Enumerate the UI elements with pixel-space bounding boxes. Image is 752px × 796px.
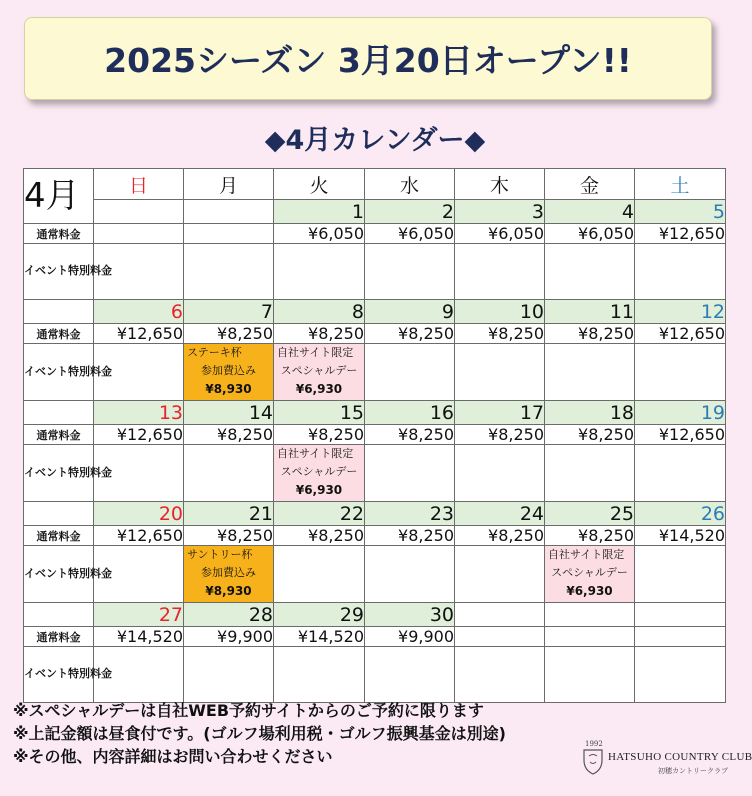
date-cell: 8 bbox=[274, 300, 365, 324]
event-empty-cell bbox=[545, 445, 635, 502]
event-empty-cell bbox=[184, 647, 274, 703]
date-cell: 1 bbox=[274, 200, 365, 224]
note-lunch-included: ※上記金額は昼食付です。(ゴルフ場利用税・ゴルフ振興基金は別途) bbox=[13, 724, 506, 743]
event-price-label: イベント特別料金 bbox=[24, 244, 94, 300]
date-cell: 24 bbox=[455, 502, 545, 526]
event-price-label: イベント特別料金 bbox=[24, 546, 94, 603]
price-cell: ¥8,250 bbox=[274, 324, 365, 344]
event-price-label: イベント特別料金 bbox=[24, 445, 94, 502]
date-row bbox=[24, 200, 726, 224]
price-cell: ¥12,650 bbox=[635, 425, 726, 445]
event-empty-cell bbox=[635, 546, 726, 603]
price-row bbox=[24, 324, 726, 344]
event-row bbox=[24, 244, 726, 300]
date-row-label-cell bbox=[24, 401, 94, 425]
date-cell: 9 bbox=[365, 300, 455, 324]
event-price: ¥6,930 bbox=[295, 483, 343, 498]
event-empty-cell bbox=[455, 445, 545, 502]
price-row bbox=[24, 526, 726, 546]
date-cell: 28 bbox=[184, 603, 274, 627]
price-cell bbox=[184, 224, 274, 244]
price-cell bbox=[635, 627, 726, 647]
price-cell bbox=[455, 627, 545, 647]
event-empty-cell bbox=[455, 244, 545, 300]
price-cell: ¥8,250 bbox=[545, 425, 635, 445]
weekday-header-cell: 日 bbox=[94, 169, 184, 200]
notes bbox=[13, 699, 573, 768]
price-cell: ¥6,050 bbox=[545, 224, 635, 244]
price-cell: ¥8,250 bbox=[455, 324, 545, 344]
price-row bbox=[24, 627, 726, 647]
price-cell: ¥8,250 bbox=[455, 526, 545, 546]
event-info bbox=[184, 344, 273, 400]
note-special-day: ※スペシャルデーは自社WEB予約サイトからのご予約に限ります bbox=[13, 701, 484, 720]
regular-price-label: 通常料金 bbox=[24, 425, 94, 445]
event-empty-cell bbox=[365, 344, 455, 401]
event-empty-cell bbox=[274, 647, 365, 703]
event-cell bbox=[274, 445, 365, 502]
event-description: 参加費込み bbox=[201, 364, 256, 378]
date-cell: 23 bbox=[365, 502, 455, 526]
event-name: 自社サイト限定 bbox=[548, 548, 625, 562]
date-row-label-cell bbox=[24, 300, 94, 324]
crest-icon bbox=[580, 746, 606, 776]
date-row bbox=[24, 603, 726, 627]
event-cell bbox=[545, 546, 635, 603]
event-row bbox=[24, 344, 726, 401]
weekday-header-cell: 金 bbox=[545, 169, 635, 200]
regular-price-label: 通常料金 bbox=[24, 526, 94, 546]
event-empty-cell bbox=[365, 445, 455, 502]
date-row bbox=[24, 401, 726, 425]
price-cell: ¥8,250 bbox=[545, 526, 635, 546]
date-cell: 22 bbox=[274, 502, 365, 526]
event-empty-cell bbox=[635, 244, 726, 300]
date-cell: 18 bbox=[545, 401, 635, 425]
event-empty-cell bbox=[274, 546, 365, 603]
event-empty-cell bbox=[455, 546, 545, 603]
event-description: スペシャルデー bbox=[280, 364, 358, 378]
date-cell: 13 bbox=[94, 401, 184, 425]
regular-price-label: 通常料金 bbox=[24, 324, 94, 344]
price-cell: ¥8,250 bbox=[365, 526, 455, 546]
april-calendar-table bbox=[23, 168, 726, 703]
date-cell: 4 bbox=[545, 200, 635, 224]
price-cell: ¥8,250 bbox=[184, 425, 274, 445]
event-price: ¥6,930 bbox=[566, 584, 613, 599]
price-cell: ¥8,250 bbox=[184, 324, 274, 344]
event-empty-cell bbox=[635, 647, 726, 703]
date-cell: 3 bbox=[455, 200, 545, 224]
price-cell: ¥9,900 bbox=[184, 627, 274, 647]
price-cell: ¥8,250 bbox=[365, 425, 455, 445]
date-cell: 29 bbox=[274, 603, 365, 627]
date-cell: 6 bbox=[94, 300, 184, 324]
event-price: ¥8,930 bbox=[205, 382, 252, 397]
event-price-label: イベント特別料金 bbox=[24, 344, 94, 401]
event-cell bbox=[184, 546, 274, 603]
date-cell: 2 bbox=[365, 200, 455, 224]
date-cell: 16 bbox=[365, 401, 455, 425]
price-row bbox=[24, 224, 726, 244]
date-cell bbox=[455, 603, 545, 627]
date-cell: 15 bbox=[274, 401, 365, 425]
date-cell: 5 bbox=[635, 200, 726, 224]
event-empty-cell bbox=[455, 647, 545, 703]
event-row bbox=[24, 647, 726, 703]
event-cell bbox=[184, 344, 274, 401]
club-logo bbox=[580, 740, 752, 780]
event-info bbox=[184, 546, 273, 602]
weekday-header-cell: 水 bbox=[365, 169, 455, 200]
price-cell: ¥8,250 bbox=[274, 425, 365, 445]
date-cell bbox=[184, 200, 274, 224]
price-cell: ¥8,250 bbox=[455, 425, 545, 445]
price-cell: ¥12,650 bbox=[94, 425, 184, 445]
event-info bbox=[274, 445, 364, 501]
weekday-header-cell: 土 bbox=[635, 169, 726, 200]
date-cell: 14 bbox=[184, 401, 274, 425]
event-price: ¥6,930 bbox=[295, 382, 343, 397]
month-label: 4月 bbox=[24, 169, 94, 224]
price-cell: ¥14,520 bbox=[635, 526, 726, 546]
event-empty-cell bbox=[274, 244, 365, 300]
date-cell bbox=[545, 603, 635, 627]
date-cell: 19 bbox=[635, 401, 726, 425]
price-cell: ¥9,900 bbox=[365, 627, 455, 647]
event-description: スペシャルデー bbox=[280, 465, 358, 479]
event-empty-cell bbox=[635, 445, 726, 502]
price-cell: ¥6,050 bbox=[274, 224, 365, 244]
price-cell: ¥8,250 bbox=[184, 526, 274, 546]
date-cell: 7 bbox=[184, 300, 274, 324]
date-row-label-cell bbox=[24, 603, 94, 627]
date-cell: 12 bbox=[635, 300, 726, 324]
date-cell: 11 bbox=[545, 300, 635, 324]
event-cell bbox=[274, 344, 365, 401]
date-row bbox=[24, 502, 726, 526]
date-cell: 27 bbox=[94, 603, 184, 627]
event-empty-cell bbox=[184, 445, 274, 502]
price-cell: ¥12,650 bbox=[635, 224, 726, 244]
price-cell: ¥14,520 bbox=[274, 627, 365, 647]
date-cell bbox=[635, 603, 726, 627]
event-empty-cell bbox=[545, 244, 635, 300]
price-cell bbox=[545, 627, 635, 647]
event-empty-cell bbox=[545, 647, 635, 703]
logo-kana: 初穂カントリークラブ bbox=[658, 767, 728, 775]
event-name: 自社サイト限定 bbox=[277, 447, 354, 461]
event-name: サントリー杯 bbox=[187, 548, 253, 562]
event-row bbox=[24, 546, 726, 603]
calendar-subtitle: ◆4月カレンダー◆ bbox=[264, 125, 486, 156]
regular-price-label: 通常料金 bbox=[24, 627, 94, 647]
event-empty-cell bbox=[635, 344, 726, 401]
price-cell: ¥12,650 bbox=[635, 324, 726, 344]
season-banner bbox=[24, 17, 712, 100]
price-cell: ¥6,050 bbox=[365, 224, 455, 244]
event-info bbox=[545, 546, 634, 602]
price-cell: ¥8,250 bbox=[274, 526, 365, 546]
date-cell bbox=[94, 200, 184, 224]
event-name: ステーキ杯 bbox=[187, 346, 242, 359]
price-cell: ¥12,650 bbox=[94, 526, 184, 546]
weekday-header-cell: 月 bbox=[184, 169, 274, 200]
price-cell: ¥14,520 bbox=[94, 627, 184, 647]
regular-price-label: 通常料金 bbox=[24, 224, 94, 244]
weekday-header-row bbox=[24, 169, 726, 200]
event-empty-cell bbox=[365, 244, 455, 300]
price-cell: ¥8,250 bbox=[365, 324, 455, 344]
event-info bbox=[274, 344, 364, 400]
event-empty-cell bbox=[365, 647, 455, 703]
event-price-label: イベント特別料金 bbox=[24, 647, 94, 703]
price-cell bbox=[94, 224, 184, 244]
note-inquiries: ※その他、内容詳細はお問い合わせください bbox=[13, 747, 333, 766]
date-cell: 20 bbox=[94, 502, 184, 526]
price-cell: ¥8,250 bbox=[545, 324, 635, 344]
event-price: ¥8,930 bbox=[205, 584, 252, 599]
event-empty-cell bbox=[455, 344, 545, 401]
date-row bbox=[24, 300, 726, 324]
price-row bbox=[24, 425, 726, 445]
date-cell: 17 bbox=[455, 401, 545, 425]
date-cell: 30 bbox=[365, 603, 455, 627]
event-description: スペシャルデー bbox=[551, 566, 628, 580]
banner-text: 2025シーズン 3月20日オープン!! bbox=[104, 41, 632, 80]
event-description: 参加費込み bbox=[201, 566, 256, 580]
event-empty-cell bbox=[184, 244, 274, 300]
date-cell: 25 bbox=[545, 502, 635, 526]
price-cell: ¥6,050 bbox=[455, 224, 545, 244]
date-cell: 10 bbox=[455, 300, 545, 324]
logo-year: 1992 bbox=[585, 740, 603, 748]
event-empty-cell bbox=[545, 344, 635, 401]
event-empty-cell bbox=[365, 546, 455, 603]
date-cell: 21 bbox=[184, 502, 274, 526]
weekday-header-cell: 火 bbox=[274, 169, 365, 200]
date-cell: 26 bbox=[635, 502, 726, 526]
event-row bbox=[24, 445, 726, 502]
price-cell: ¥12,650 bbox=[94, 324, 184, 344]
logo-name: HATSUHO COUNTRY CLUB bbox=[608, 751, 752, 763]
date-row-label-cell bbox=[24, 502, 94, 526]
event-name: 自社サイト限定 bbox=[277, 346, 354, 359]
weekday-header-cell: 木 bbox=[455, 169, 545, 200]
